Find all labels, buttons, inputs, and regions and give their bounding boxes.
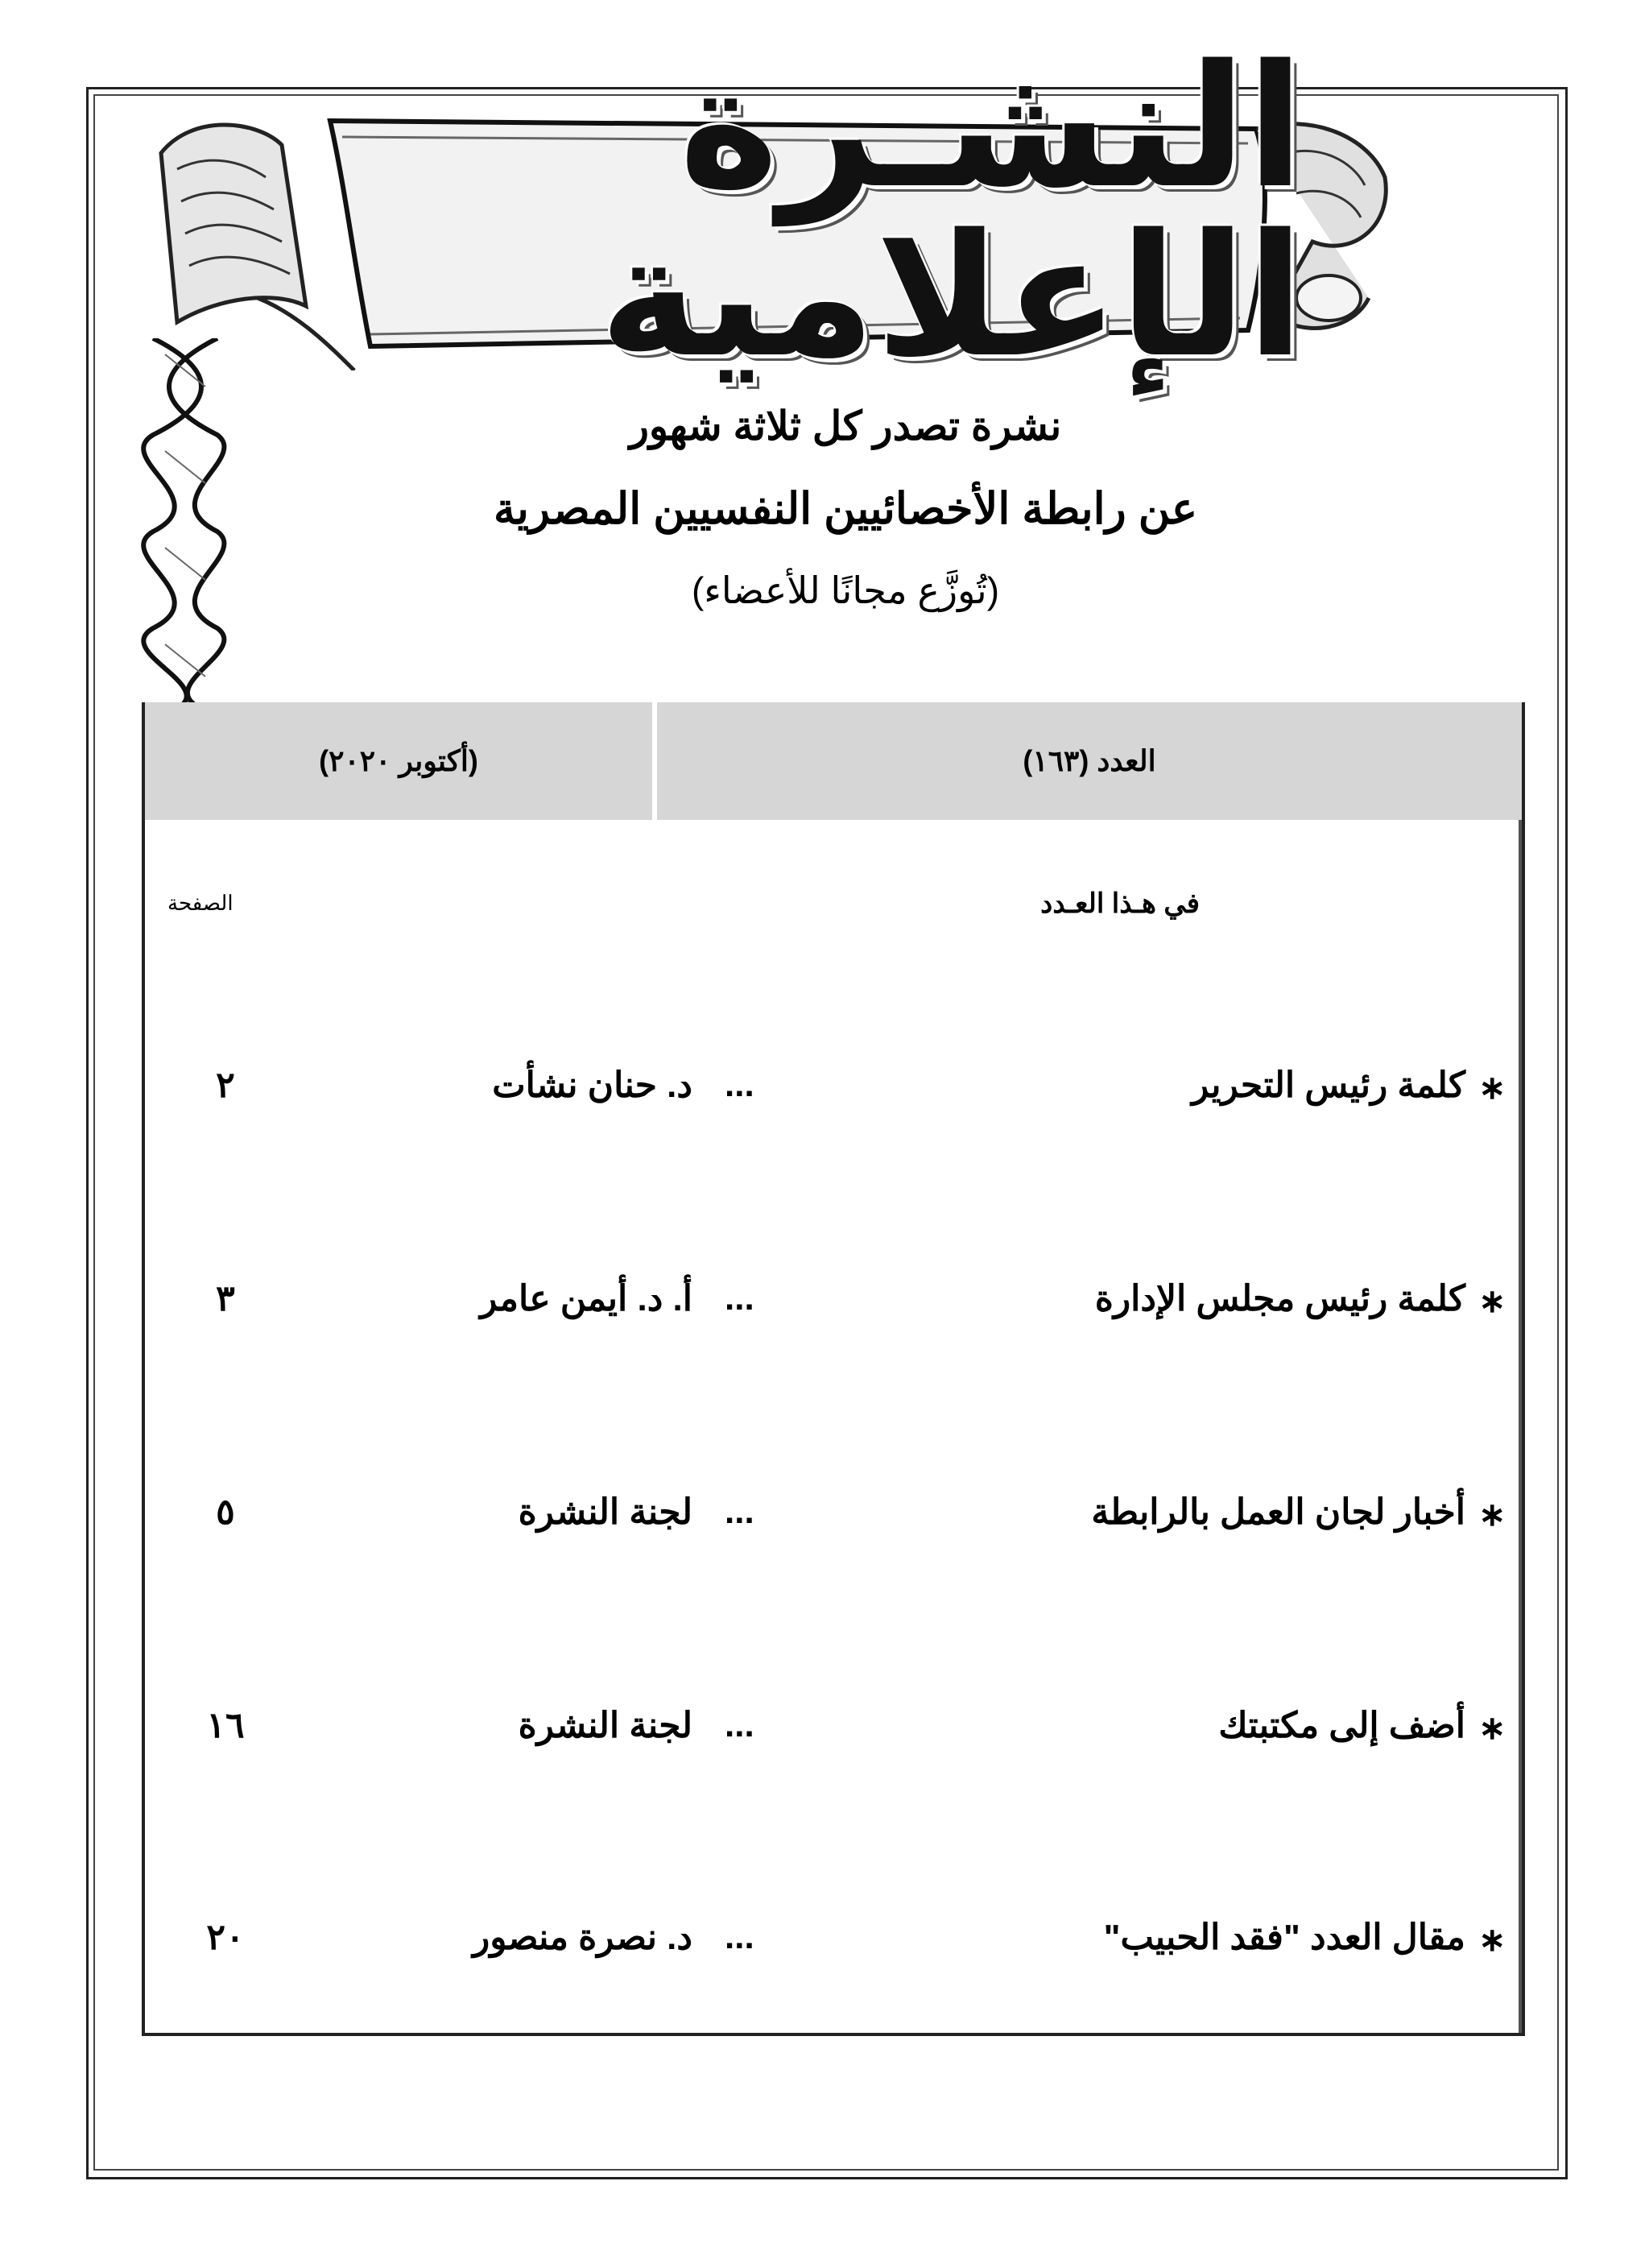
toc-item-dots: ... — [725, 1492, 754, 1531]
issue-header-row — [145, 702, 1522, 820]
subtitle-distribution: (تُوزَّع مجانًا للأعضاء) — [691, 569, 1000, 611]
toc-item — [145, 1705, 1522, 1761]
toc-item-title: كلمة رئيس مجلس الإدارة — [1094, 1279, 1465, 1318]
toc-item-dots: ... — [725, 1065, 754, 1104]
page-column-heading: الصفحة — [167, 891, 234, 915]
toc-item-page: ٢ — [216, 1066, 235, 1105]
toc-item-author: د. حنان نشأت — [492, 1066, 692, 1105]
toc-item-author: د. نصرة منصور — [473, 1918, 692, 1957]
toc-item-page: ٥ — [216, 1492, 235, 1532]
toc-heading: في هـذا العـدد — [1040, 888, 1200, 919]
toc-item-title: كلمة رئيس التحرير — [1192, 1066, 1465, 1105]
toc-item-title: أضف إلى مكتبتك — [1218, 1706, 1465, 1745]
toc-item-title: أخبار لجان العمل بالرابطة — [1091, 1492, 1465, 1532]
toc-item-title: مقال العدد "فقد الحبيب" — [1103, 1918, 1465, 1957]
toc-item — [145, 1065, 1522, 1121]
contents-box — [142, 702, 1525, 2036]
toc-item-author: لجنة النشرة — [518, 1706, 692, 1745]
toc-item — [145, 1492, 1522, 1548]
issue-date: (أكتوبر ٢٠٢٠) — [145, 702, 652, 820]
toc-item-dots: ... — [725, 1278, 754, 1318]
issue-number: العدد (١٦٣) — [657, 702, 1522, 820]
bullet-icon: ∗ — [1478, 1497, 1506, 1533]
toc-item — [145, 1917, 1522, 1973]
bullet-icon: ∗ — [1478, 1711, 1506, 1746]
subtitle-publisher: عن رابطة الأخصائيين النفسيين المصرية — [493, 485, 1198, 533]
toc-item-dots: ... — [725, 1705, 754, 1744]
toc-item-author: لجنة النشرة — [518, 1492, 692, 1532]
toc-item-author: أ. د. أيمن عامر — [480, 1279, 692, 1318]
braid-ornament — [129, 338, 250, 709]
bullet-icon: ∗ — [1478, 1922, 1506, 1958]
toc-item-page: ٢٠ — [206, 1918, 245, 1957]
toc-item-page: ٣ — [216, 1279, 235, 1318]
masthead-title: النشـرة الإعلامية — [599, 28, 1304, 395]
bullet-icon: ∗ — [1478, 1284, 1506, 1319]
toc-item-page: ١٦ — [206, 1706, 245, 1745]
subtitle-frequency: نشرة تصدر كل ثلاثة شهور — [629, 404, 1062, 449]
bullet-icon: ∗ — [1478, 1070, 1506, 1106]
toc-item-dots: ... — [725, 1917, 754, 1956]
toc-item — [145, 1278, 1522, 1335]
